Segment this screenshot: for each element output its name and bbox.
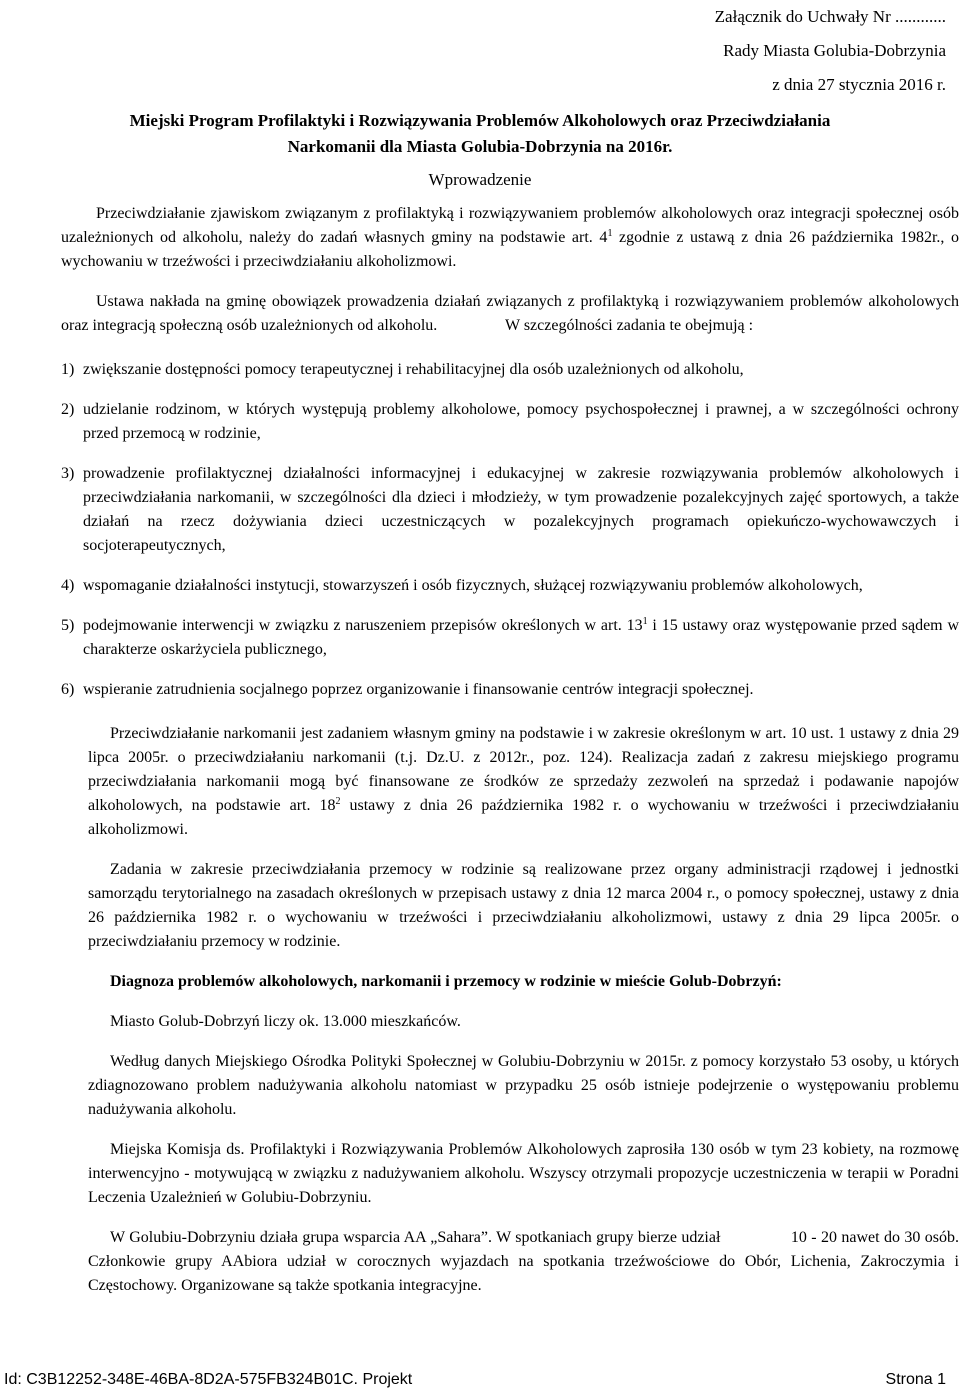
document-title bbox=[30, 108, 930, 160]
task-item-5: 5) podejmowanie interwencji w związku z naruszeniem przepisów określonych w art. $13^1$ i 15 ustawy oraz występowanie przed sądem w charakterze oskarżyciela publicznego, bbox=[61, 614, 959, 662]
task-item-1: 1) zwiększanie dostępności pomocy terapeutycznej i rehabilitacyjnej dla osób uzależnionych od alkoholu, bbox=[61, 358, 959, 382]
attachment-header bbox=[715, 0, 946, 102]
intro-p1-text-end: zgodnie z ustawą z dnia 26 października 1982r., o wychowaniu w trzeźwości i przeciwdziałaniu alkoholizmowi. bbox=[61, 229, 960, 270]
diagnosis-paragraph-1: Miasto Golub-Dobrzyń liczy ok. 13.000 mieszkańców. bbox=[110, 1013, 461, 1030]
diagnosis-paragraph-3: Miejska Komisja ds. Profilaktyki i Rozwiązywania Problemów Alkoholowych zaprosiła 130 osób w tym 23 kobiety, na rozmowę interwencyjno - motywującą w związku z nadużywaniem alkoholu. Wszyscy otrzymali propozycje uczestniczenia w terapii w Poradni Leczenia Uzależnień w Golubiu-Dobrzyniu. bbox=[88, 1141, 959, 1206]
task-text: prowadzenie profilaktycznej działalności informacyjnej i edukacyjnej w zakresie rozwiązywania problemów alkoholowych i przeciwdziałania narkomanii, w szczególności dla dzieci i młodzieży, w tym prowadzenie pozalekcyjnych zajęć sportowych, a także działań na rzecz dożywiania dzieci uczestniczących w pozalekcyjnych programach opiekuńczo-wychowawczych i socjoterapeutycznych, bbox=[83, 465, 959, 554]
title-line-1: Miejski Program Profilaktyki i Rozwiązywania Problemów Alkoholowych oraz Przeciwdziałania bbox=[129, 111, 831, 130]
task-text: zwiększanie dostępności pomocy terapeutycznej i rehabilitacyjnej dla osób uzależnionych od alkoholu, bbox=[83, 361, 744, 378]
narcotics-p1-text: Przeciwdziałanie narkomanii jest zadaniem własnym gminy na podstawie i w zakresie określonym w art. 10 ust. 1 ustawy z dnia 29 lipca 2005r. o przeciwdziałaniu narkomanii (t.j. Dz.U. z 2012r., poz. 124). Realizacja zadań z zakresu miejskiego programu przeciwdziałania narkomanii mogą być finansowane ze środków ze sprzedaży zezwoleń na sprzedaż i podawanie napojów alkoholowych, na podstawie art. 18 bbox=[88, 725, 959, 814]
intro-p1-superscript: 1 bbox=[607, 228, 613, 239]
document-id: Id: C3B12252-348E-46BA-8D2A-575FB324B01C. Projekt bbox=[4, 1371, 413, 1388]
task-text bbox=[61, 614, 959, 662]
narcotics-p1-superscript: 2 bbox=[335, 796, 341, 807]
task-superscript: 1 bbox=[642, 616, 648, 627]
task-item-3: 3) prowadzenie profilaktycznej działalności informacyjnej i edukacyjnej w zakresie rozwiązywania problemów alkoholowych i przeciwdziałania narkomanii, w szczególności dla dzieci i młodzieży, w tym prowadzenie pozalekcyjnych zajęć sportowych, a także działań na rzecz dożywiania dzieci uczestniczących w pozalekcyjnych programach opiekuńczo-wychowawczych i socjoterapeutycznych, bbox=[61, 462, 959, 558]
title-line-2: Narkomanii dla Miasta Golubia-Dobrzynia na 2016r. bbox=[287, 137, 673, 156]
diagnosis-paragraph-4: W Golubiu-Dobrzyniu działa grupa wsparcia AA „Sahara”. W spotkaniach grupy bierze udział 10 - 20 nawet do 30 osób. Członkowie grupy AAbiora udział w corocznych wyjazdach na spotkania trzeźwościowe do Obór, Lichenia, Zakroczymia i Częstochowy. Organizowane są także spotkania integracyjne. bbox=[88, 1229, 959, 1294]
task-text: wspieranie zatrudnienia socjalnego poprzez organizowanie i finansowanie centrów integracji społecznej. bbox=[83, 681, 754, 698]
document-body bbox=[61, 202, 959, 1298]
narcotics-p1-text-end: ustawy z dnia 26 października 1982 r. o wychowaniu w trzeźwości i przeciwdziałaniu alkoholizmowi. bbox=[88, 797, 959, 838]
diagnosis-heading: Diagnoza problemów alkoholowych, narkomanii i przemocy w rodzinie w mieście Golub-Dobrzyń: bbox=[110, 973, 782, 990]
task-item-4: 4) wspomaganie działalności instytucji, stowarzyszeń i osób fizycznych, służącej rozwiązywaniu problemów alkoholowych, bbox=[61, 574, 959, 598]
intro-p1-text: Przeciwdziałanie zjawiskom związanym z profilaktyką i rozwiązywaniem problemów alkoholowych oraz integracji społecznej osób uzależnionych od alkoholu, należy do zadań własnych gminy na podstawie art. 4 bbox=[61, 205, 959, 246]
diagnosis-paragraph-2: Według danych Miejskiego Ośrodka Polityki Społecznej w Golubiu-Dobrzyniu w 2015r. z pomocy korzystało 53 osoby, u których zdiagnozowano problem nadużywania alkoholu natomiast w przypadku 25 osób istnieje podejrzenie o występowaniu problemu nadużywania alkoholu. bbox=[88, 1053, 959, 1118]
intro-heading: Wprowadzenie bbox=[428, 170, 532, 189]
task-text-start: podejmowanie interwencji w związku z naruszeniem przepisów określonych w art. 13 bbox=[83, 617, 643, 634]
narcotics-paragraph-1 bbox=[61, 722, 959, 842]
task-item-6: 6) wspieranie zatrudnienia socjalnego poprzez organizowanie i finansowanie centrów integracji społecznej. bbox=[61, 678, 959, 702]
intro-paragraph-1 bbox=[61, 202, 959, 274]
attachment-line-2: Rady Miasta Golubia-Dobrzynia bbox=[723, 41, 946, 60]
narcotics-paragraph-2: Zadania w zakresie przeciwdziałania przemocy w rodzinie są realizowane przez organy administracji rządowej i jednostki samorządu terytorialnego na zasadach określonych w przepisach ustawy z dnia 12 marca 2004 r., o pomocy społecznej, ustawy z dnia 26 października 1982 r. o wychowaniu w trzeźwości i przeciwdziałaniu alkoholizmowi, ustawy z dnia 29 lipca 2005r. o przeciwdziałaniu przemocy w rodzinie. bbox=[88, 861, 959, 950]
task-text: wspomaganie działalności instytucji, stowarzyszeń i osób fizycznych, służącej rozwiązywaniu problemów alkoholowych, bbox=[83, 577, 863, 594]
intro-paragraph-2: Ustawa nakłada na gminę obowiązek prowadzenia działań związanych z profilaktyką i rozwiązywaniem problemów alkoholowych oraz integracją społeczną osób uzależnionych od alkoholu. W szczególności zadania te obejmują : bbox=[61, 293, 959, 334]
attachment-line-3: z dnia 27 stycznia 2016 r. bbox=[772, 75, 946, 94]
attachment-line-1: Załącznik do Uchwały Nr ............ bbox=[714, 7, 946, 26]
page-number: Strona 1 bbox=[885, 1371, 946, 1388]
task-text: udzielanie rodzinom, w których występują problemy alkoholowe, pomocy psychospołecznej i prawnej, a w szczególności ochrony przed przemocą w rodzinie, bbox=[83, 401, 959, 442]
task-item-2: 2) udzielanie rodzinom, w których występują problemy alkoholowe, pomocy psychospołecznej i prawnej, a w szczególności ochrony przed przemocą w rodzinie, bbox=[61, 398, 959, 446]
task-list bbox=[61, 358, 959, 702]
task-text-end: i 15 ustawy oraz występowanie przed sądem w charakterze oskarżyciela publicznego, bbox=[83, 617, 959, 658]
